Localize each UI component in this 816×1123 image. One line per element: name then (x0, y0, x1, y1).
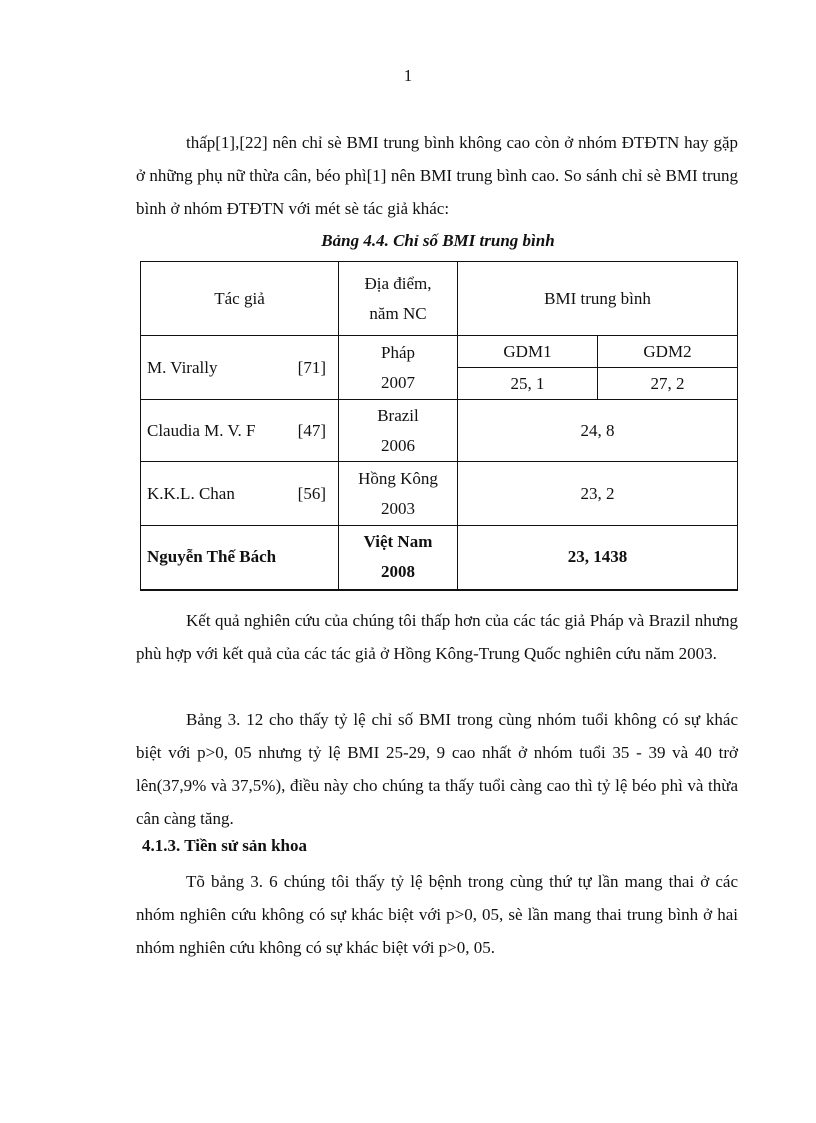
paragraph-intro (136, 126, 738, 225)
table-row-author (141, 526, 339, 590)
place-name: Hồng Kông (358, 468, 438, 488)
page-number: 1 (403, 66, 413, 85)
table-row-place (339, 462, 458, 526)
header-author-label: Tác giả (214, 288, 265, 308)
paragraph-obstetric (136, 865, 738, 964)
cell-bmi: 24, 8 (458, 400, 738, 462)
place-year: 2008 (381, 562, 415, 582)
header-author (141, 262, 339, 336)
place-name: Brazil (377, 405, 419, 425)
author-ref: [47] (297, 420, 326, 440)
header-gdm1-label: GDM1 (503, 341, 552, 361)
cell-bmi: 23, 2 (458, 462, 738, 526)
author-ref: [71] (297, 357, 326, 377)
author-name: K.K.L. Chan (147, 483, 235, 503)
bmi-table (140, 261, 738, 591)
author-ref: [56] (297, 483, 326, 503)
header-gdm1 (458, 336, 598, 368)
cell-bmi: 23, 1438 (458, 526, 738, 590)
paragraph-table-312 (136, 703, 738, 835)
author-name: Nguyễn Thế Bách (147, 547, 277, 567)
table-row-author (141, 400, 339, 462)
place-year: 2006 (381, 435, 415, 455)
author-name: M. Virally (147, 357, 218, 377)
table-row-place (339, 336, 458, 400)
header-bmi (458, 262, 738, 336)
place-name: Việt Nam (363, 532, 433, 552)
author-name: Claudia M. V. F (147, 420, 256, 440)
cell-gdm2: 27, 2 (598, 368, 738, 400)
place-name: Pháp (381, 342, 415, 362)
header-place (339, 262, 458, 336)
paragraph-table-312-text: Bảng 3. 12 cho thấy tỷ lệ chỉ số BMI trong cùng nhóm tuổi không có sự khác biệt với p>0, 05 nhưng tỷ lệ BMI 25-29, 9 cao nhất ở nhóm tuổi 35 - 39 và 40 trở lên(37,9% và 37,5%), điều này cho chúng ta thấy tuổi càng cao thì tỷ lệ béo phì và thừa cân càng tăng. (136, 710, 738, 828)
place-year: 2007 (381, 372, 415, 392)
header-place-line1: Địa điểm, (364, 273, 432, 293)
header-place-line2: năm NC (369, 303, 427, 323)
paragraph-obstetric-text: Tõ bảng 3. 6 chúng tôi thấy tỷ lệ bệnh trong cùng thứ tự lần mang thai ở các nhóm nghiên cứu không có sự khác biệt với p>0, 05, sè lần mang thai trung bình ở hai nhóm nghiên cứu không có sự khác biệt với p>0, 05. (136, 872, 738, 957)
paragraph-intro-text: thấp[1],[22] nên chỉ sè BMI trung bình không cao còn ở nhóm ĐTĐTN hay gặp ở những phụ nữ thừa cân, béo phì[1] nên BMI trung bình cao. So sánh chỉ sè BMI trung bình ở nhóm ĐTĐTN với mét sè tác giả khác: (136, 133, 738, 218)
table-caption: Bảng 4.4. Chỉ số BMI trung bình (321, 231, 555, 250)
paragraph-results (136, 604, 738, 670)
header-bmi-label: BMI trung bình (544, 288, 651, 308)
table-row-author (141, 462, 339, 526)
header-gdm2 (598, 336, 738, 368)
paragraph-results-text: Kết quả nghiên cứu của chúng tôi thấp hơn của các tác giả Pháp và Brazil nhưng phù hợp với kết quả của các tác giả ở Hồng Kông-Trung Quốc nghiên cứu năm 2003. (136, 611, 738, 663)
table-row-place (339, 400, 458, 462)
table-row-author (141, 336, 339, 400)
place-year: 2003 (381, 498, 415, 518)
section-heading: 4.1.3. Tiền sử sản khoa (142, 836, 307, 855)
header-gdm2-label: GDM2 (643, 341, 692, 361)
cell-gdm1: 25, 1 (458, 368, 598, 400)
table-row-place (339, 526, 458, 590)
